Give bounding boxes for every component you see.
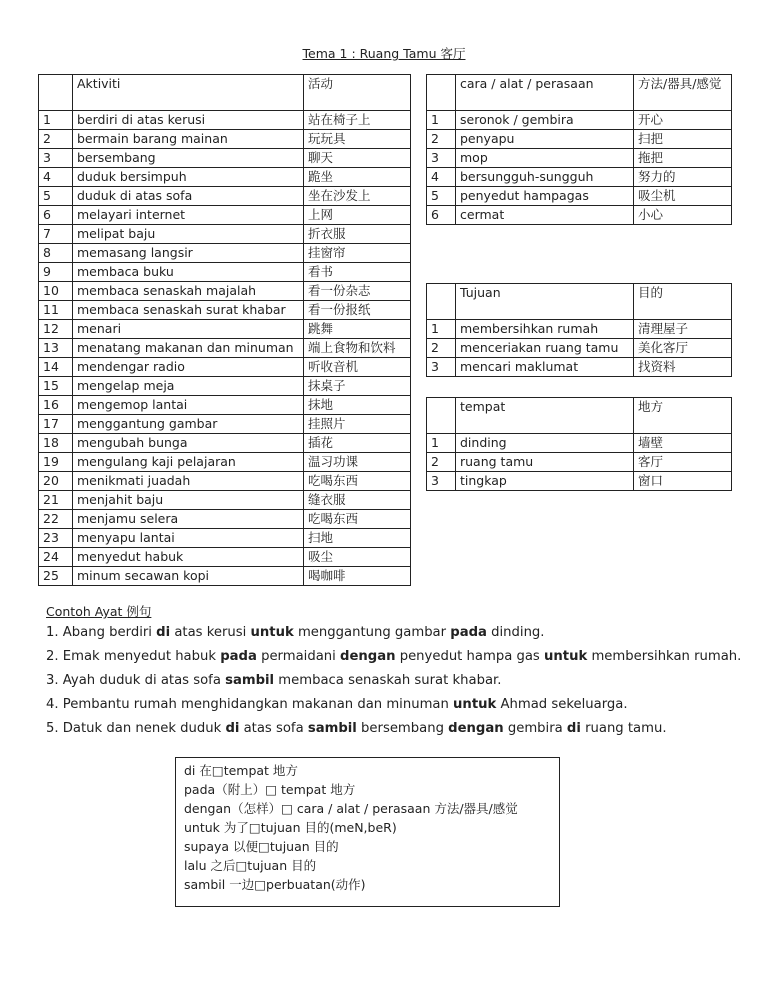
table-row	[427, 320, 732, 339]
sentence-text: 4. Pembantu rumah menghidangkan makanan dan minuman	[46, 697, 454, 712]
grammar-note: lalu 之后□tujuan 目的	[184, 858, 317, 873]
table-row	[39, 358, 411, 377]
row-number: 18	[39, 434, 73, 453]
malay-term: membaca senaskah surat khabar	[73, 301, 304, 320]
row-number: 1	[427, 320, 456, 339]
malay-term: membersihkan rumah	[456, 320, 634, 339]
row-number: 11	[39, 301, 73, 320]
chinese-term: 美化客厅	[634, 339, 732, 358]
chinese-term: 看书	[304, 263, 411, 282]
row-number: 6	[39, 206, 73, 225]
header-cell: Tujuan	[456, 284, 634, 320]
row-number: 15	[39, 377, 73, 396]
malay-term: menjahit baju	[73, 491, 304, 510]
header-cell	[39, 75, 73, 111]
keyword: pada	[220, 649, 257, 664]
malay-term: mengubah bunga	[73, 434, 304, 453]
malay-term: mendengar radio	[73, 358, 304, 377]
table-header-row	[427, 284, 732, 320]
chinese-term: 开心	[634, 111, 732, 130]
chinese-term: 看一份杂志	[304, 282, 411, 301]
malay-term: memasang langsir	[73, 244, 304, 263]
table-row	[427, 358, 732, 377]
table-row	[39, 130, 411, 149]
example-sentence	[46, 693, 741, 717]
malay-term: seronok / gembira	[456, 111, 634, 130]
chinese-term: 坐在沙发上	[304, 187, 411, 206]
sentence-text: permaidani	[256, 649, 340, 664]
row-number: 2	[427, 339, 456, 358]
chinese-term: 喝咖啡	[304, 567, 411, 586]
row-number: 16	[39, 396, 73, 415]
malay-term: menari	[73, 320, 304, 339]
sentence-text: 1. Abang berdiri	[46, 625, 157, 640]
row-number: 3	[427, 149, 456, 168]
chinese-term: 小心	[634, 206, 732, 225]
row-number: 4	[39, 168, 73, 187]
row-number: 1	[39, 111, 73, 130]
chinese-term: 挂照片	[304, 415, 411, 434]
sentence-text: ruang tamu.	[580, 721, 667, 736]
page-title: Tema 1 : Ruang Tamu 客厅	[302, 46, 466, 61]
header-cell: 地方	[634, 398, 732, 434]
chinese-term: 窗口	[634, 472, 732, 491]
malay-term: membaca senaskah majalah	[73, 282, 304, 301]
table-row	[427, 434, 732, 453]
malay-term: menjamu selera	[73, 510, 304, 529]
header-cell: 目的	[634, 284, 732, 320]
row-number: 1	[427, 434, 456, 453]
row-number: 13	[39, 339, 73, 358]
malay-term: menceriakan ruang tamu	[456, 339, 634, 358]
row-number: 2	[427, 130, 456, 149]
header-cell: 活动	[304, 75, 411, 111]
grammar-note: dengan（怎样）□ cara / alat / perasaan 方法/器具/感觉	[184, 801, 518, 816]
chinese-term: 站在椅子上	[304, 111, 411, 130]
chinese-term: 吃喝东西	[304, 472, 411, 491]
keyword: di	[566, 721, 581, 736]
malay-term: menyapu lantai	[73, 529, 304, 548]
chinese-term: 清理屋子	[634, 320, 732, 339]
keyword: sambil	[225, 673, 275, 688]
table-row	[39, 244, 411, 263]
chinese-term: 找资料	[634, 358, 732, 377]
malay-term: bermain barang mainan	[73, 130, 304, 149]
keyword: untuk	[453, 697, 497, 712]
chinese-term: 吃喝东西	[304, 510, 411, 529]
chinese-term: 客厅	[634, 453, 732, 472]
chinese-term: 扫把	[634, 130, 732, 149]
example-sentence	[46, 645, 741, 669]
table-row	[427, 453, 732, 472]
row-number: 3	[427, 358, 456, 377]
table-row	[39, 225, 411, 244]
header-cell	[427, 284, 456, 320]
keyword: dengan	[448, 721, 504, 736]
sentence-text: 3. Ayah duduk di atas sofa	[46, 673, 226, 688]
malay-term: menatang makanan dan minuman	[73, 339, 304, 358]
row-number: 5	[39, 187, 73, 206]
chinese-term: 上网	[304, 206, 411, 225]
malay-term: mop	[456, 149, 634, 168]
sentence-text: Ahmad sekeluarga.	[496, 697, 628, 712]
sentence-text: menggantung gambar	[293, 625, 451, 640]
row-number: 9	[39, 263, 73, 282]
table-header-row	[427, 398, 732, 434]
malay-term: penyapu	[456, 130, 634, 149]
malay-term: duduk bersimpuh	[73, 168, 304, 187]
sentence-text: dinding.	[486, 625, 545, 640]
table-row	[39, 415, 411, 434]
row-number: 8	[39, 244, 73, 263]
malay-term: dinding	[456, 434, 634, 453]
grammar-note: sambil 一边□perbuatan(动作)	[184, 877, 366, 892]
table-row	[39, 567, 411, 586]
malay-term: menggantung gambar	[73, 415, 304, 434]
keyword: untuk	[250, 625, 294, 640]
table-row	[39, 301, 411, 320]
malay-term: mengemop lantai	[73, 396, 304, 415]
grammar-note: di 在□tempat 地方	[184, 763, 298, 778]
table-row	[427, 168, 732, 187]
means-table	[426, 74, 732, 225]
place-table	[426, 397, 732, 491]
header-cell: 方法/器具/感觉	[634, 75, 732, 111]
keyword: di	[225, 721, 240, 736]
sentence-text: membaca senaskah surat khabar.	[274, 673, 502, 688]
table-row	[39, 339, 411, 358]
chinese-term: 听收音机	[304, 358, 411, 377]
table-row	[39, 529, 411, 548]
table-row	[39, 453, 411, 472]
row-number: 3	[39, 149, 73, 168]
sentence-text: atas sofa	[239, 721, 308, 736]
table-row	[427, 130, 732, 149]
malay-term: bersungguh-sungguh	[456, 168, 634, 187]
header-cell	[427, 398, 456, 434]
header-cell: cara / alat / perasaan	[456, 75, 634, 111]
chinese-term: 折衣服	[304, 225, 411, 244]
table-row	[39, 510, 411, 529]
header-cell: Aktiviti	[73, 75, 304, 111]
chinese-term: 聊天	[304, 149, 411, 168]
malay-term: melipat baju	[73, 225, 304, 244]
chinese-term: 插花	[304, 434, 411, 453]
table-row	[39, 168, 411, 187]
sentence-text: 2. Emak menyedut habuk	[46, 649, 221, 664]
table-row	[39, 548, 411, 567]
sentence-text: 5. Datuk dan nenek duduk	[46, 721, 226, 736]
table-row	[39, 472, 411, 491]
table-row	[427, 187, 732, 206]
grammar-notes-box	[175, 757, 560, 907]
header-cell	[427, 75, 456, 111]
chinese-term: 玩玩具	[304, 130, 411, 149]
examples-list	[46, 621, 741, 741]
table-row	[39, 396, 411, 415]
malay-term: cermat	[456, 206, 634, 225]
malay-term: menikmati juadah	[73, 472, 304, 491]
chinese-term: 端上食物和饮料	[304, 339, 411, 358]
chinese-term: 看一份报纸	[304, 301, 411, 320]
table-row	[427, 206, 732, 225]
row-number: 1	[427, 111, 456, 130]
keyword: di	[156, 625, 171, 640]
sentence-text: bersembang	[356, 721, 449, 736]
table-row	[427, 111, 732, 130]
row-number: 10	[39, 282, 73, 301]
table-row	[427, 472, 732, 491]
malay-term: mengulang kaji pelajaran	[73, 453, 304, 472]
sentence-text: gembira	[503, 721, 567, 736]
table-row	[427, 339, 732, 358]
row-number: 22	[39, 510, 73, 529]
row-number: 5	[427, 187, 456, 206]
chinese-term: 拖把	[634, 149, 732, 168]
row-number: 25	[39, 567, 73, 586]
row-number: 2	[39, 130, 73, 149]
table-row	[427, 149, 732, 168]
malay-term: ruang tamu	[456, 453, 634, 472]
row-number: 23	[39, 529, 73, 548]
table-row	[39, 263, 411, 282]
table-row	[39, 187, 411, 206]
malay-term: mengelap meja	[73, 377, 304, 396]
chinese-term: 跪坐	[304, 168, 411, 187]
table-row	[39, 491, 411, 510]
row-number: 21	[39, 491, 73, 510]
table-header-row	[39, 75, 411, 111]
example-sentence	[46, 669, 741, 693]
row-number: 3	[427, 472, 456, 491]
table-row	[39, 111, 411, 130]
table-row	[39, 320, 411, 339]
row-number: 4	[427, 168, 456, 187]
sentence-text: atas kerusi	[170, 625, 251, 640]
keyword: dengan	[340, 649, 396, 664]
chinese-term: 跳舞	[304, 320, 411, 339]
table-row	[39, 206, 411, 225]
malay-term: berdiri di atas kerusi	[73, 111, 304, 130]
table-row	[39, 377, 411, 396]
malay-term: mencari maklumat	[456, 358, 634, 377]
chinese-term: 缝衣服	[304, 491, 411, 510]
table-header-row	[427, 75, 732, 111]
examples-heading: Contoh Ayat 例句	[46, 604, 152, 619]
malay-term: minum secawan kopi	[73, 567, 304, 586]
sentence-text: membersihkan rumah.	[587, 649, 742, 664]
row-number: 6	[427, 206, 456, 225]
keyword: untuk	[544, 649, 588, 664]
chinese-term: 墙壁	[634, 434, 732, 453]
example-sentence	[46, 717, 741, 741]
grammar-note: pada（附上）□ tempat 地方	[184, 782, 356, 797]
chinese-term: 努力的	[634, 168, 732, 187]
malay-term: duduk di atas sofa	[73, 187, 304, 206]
table-row	[39, 434, 411, 453]
malay-term: tingkap	[456, 472, 634, 491]
chinese-term: 吸尘	[304, 548, 411, 567]
activities-table	[38, 74, 411, 586]
chinese-term: 抹桌子	[304, 377, 411, 396]
row-number: 14	[39, 358, 73, 377]
row-number: 24	[39, 548, 73, 567]
malay-term: membaca buku	[73, 263, 304, 282]
grammar-note: supaya 以便□tujuan 目的	[184, 839, 339, 854]
grammar-note: untuk 为了□tujuan 目的(meN,beR)	[184, 820, 397, 835]
row-number: 12	[39, 320, 73, 339]
example-sentence	[46, 621, 741, 645]
row-number: 20	[39, 472, 73, 491]
row-number: 7	[39, 225, 73, 244]
malay-term: melayari internet	[73, 206, 304, 225]
row-number: 19	[39, 453, 73, 472]
keyword: pada	[450, 625, 487, 640]
chinese-term: 扫地	[304, 529, 411, 548]
malay-term: bersembang	[73, 149, 304, 168]
row-number: 17	[39, 415, 73, 434]
malay-term: penyedut hampagas	[456, 187, 634, 206]
header-cell: tempat	[456, 398, 634, 434]
chinese-term: 抹地	[304, 396, 411, 415]
sentence-text: penyedut hampa gas	[395, 649, 544, 664]
table-row	[39, 282, 411, 301]
malay-term: menyedut habuk	[73, 548, 304, 567]
row-number: 2	[427, 453, 456, 472]
chinese-term: 吸尘机	[634, 187, 732, 206]
purpose-table	[426, 283, 732, 377]
table-row	[39, 149, 411, 168]
keyword: sambil	[307, 721, 357, 736]
chinese-term: 温习功课	[304, 453, 411, 472]
chinese-term: 挂窗帘	[304, 244, 411, 263]
